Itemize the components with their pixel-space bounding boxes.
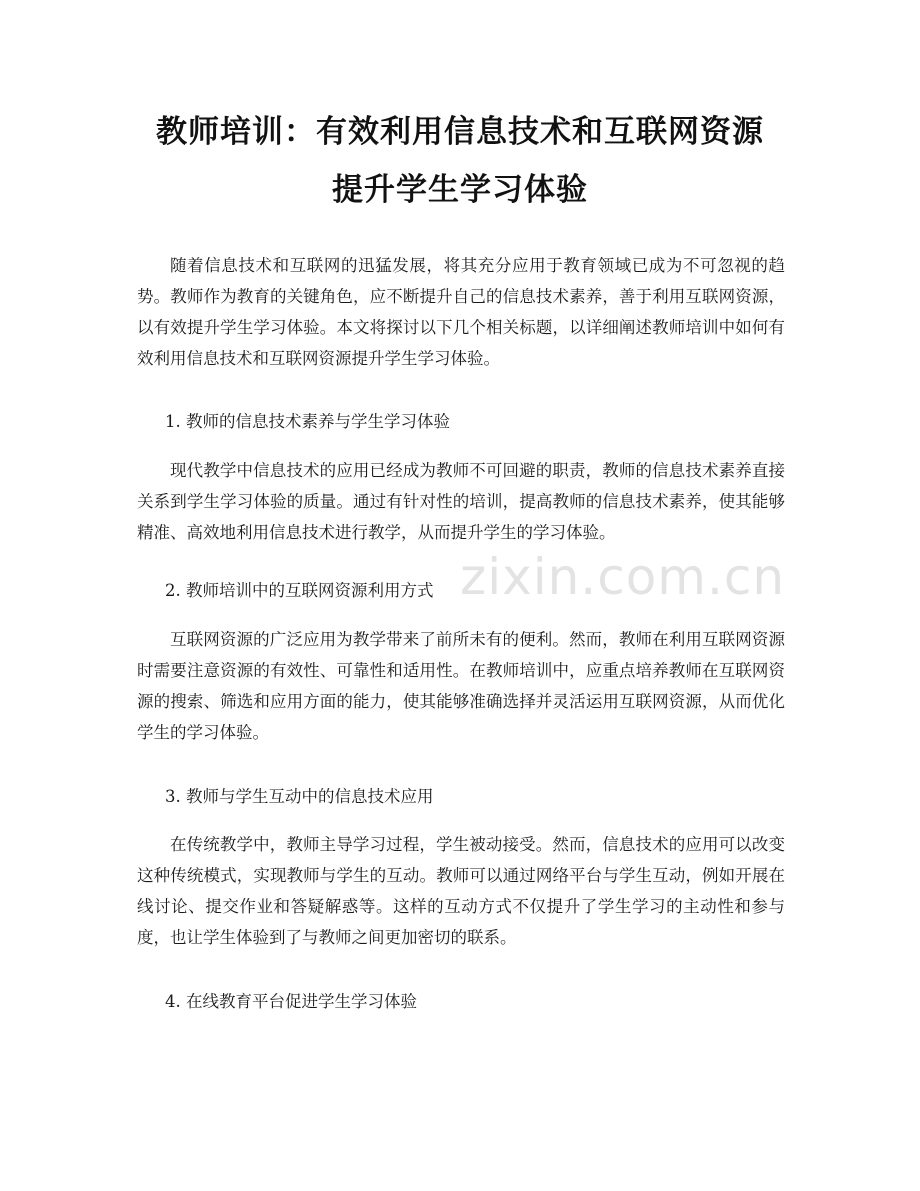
- section-1-heading: 1. 教师的信息技术素养与学生学习体验: [165, 412, 450, 431]
- document-title-line1: 教师培训：有效利用信息技术和互联网资源: [156, 114, 764, 150]
- section-4-heading: 4. 在线教育平台促进学生学习体验: [165, 992, 417, 1011]
- intro-paragraph: 随着信息技术和互联网的迅猛发展，将其充分应用于教育领域已成为不可忽视的趋势。教师作为教育的关键角色，应不断提升自己的信息技术素养，善于利用互联网资源，以有效提升学生学习体验。本文将探讨以下几个相关标题，以详细阐述教师培训中如何有效利用信息技术和互联网资源提升学生学习体验。: [137, 256, 785, 368]
- section-1-body: 现代教学中信息技术的应用已经成为教师不可回避的职责，教师的信息技术素养直接关系到学生学习体验的质量。通过有针对性的培训，提高教师的信息技术素养，使其能够精准、高效地利用信息技术进行教学，从而提升学生的学习体验。: [137, 461, 785, 542]
- section-3-heading: 3. 教师与学生互动中的信息技术应用: [165, 787, 434, 806]
- section-2-body: 互联网资源的广泛应用为教学带来了前所未有的便利。然而，教师在利用互联网资源时需要注意资源的有效性、可靠性和适用性。在教师培训中，应重点培养教师在互联网资源的搜索、筛选和应用方面的能力，使其能够准确选择并灵活运用互联网资源，从而优化学生的学习体验。: [137, 630, 785, 742]
- watermark: zixin.com.cn: [460, 548, 786, 606]
- document-title-line2: 提升学生学习体验: [332, 172, 588, 208]
- section-2-heading: 2. 教师培训中的互联网资源利用方式: [165, 581, 434, 600]
- section-3-body: 在传统教学中，教师主导学习过程，学生被动接受。然而，信息技术的应用可以改变这种传统模式，实现教师与学生的互动。教师可以通过网络平台与学生互动，例如开展在线讨论、提交作业和答疑解惑等。这样的互动方式不仅提升了学生学习的主动性和参与度，也让学生体验到了与教师之间更加密切的联系。: [137, 835, 785, 947]
